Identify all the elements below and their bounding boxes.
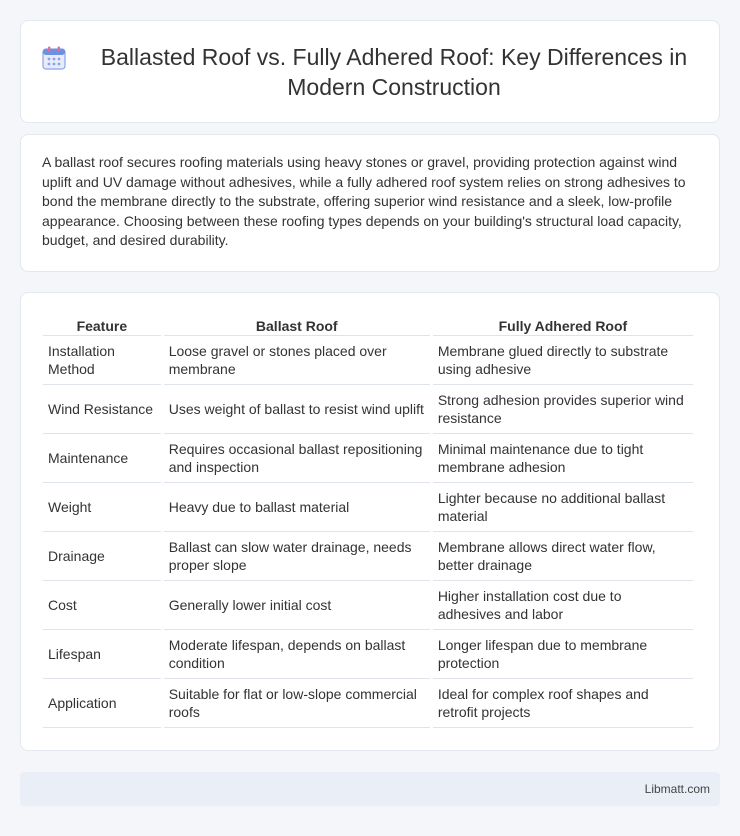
ballast-cell: Loose gravel or stones placed over membrane [164,336,430,385]
ballast-cell: Heavy due to ballast material [164,483,430,532]
table-row [43,679,693,728]
ballast-cell: Moderate lifespan, depends on ballast condition [164,630,430,679]
header-ballast-roof: Ballast Roof [164,314,430,336]
ballast-cell: Uses weight of ballast to resist wind uplift [164,385,430,434]
ballast-cell: Suitable for flat or low-slope commercial roofs [164,679,430,728]
calendar-icon [41,45,67,71]
table-row [43,483,693,532]
table-row [43,434,693,483]
adhered-cell: Ideal for complex roof shapes and retrofit projects [433,679,693,728]
footer-site-link[interactable]: Libmatt.com [644,782,710,796]
feature-cell: Cost [43,581,161,630]
adhered-cell: Higher installation cost due to adhesives and labor [433,581,693,630]
feature-cell: Weight [43,483,161,532]
adhered-cell: Strong adhesion provides superior wind resistance [433,385,693,434]
adhered-cell: Membrane glued directly to substrate using adhesive [433,336,693,385]
page-title: Ballasted Roof vs. Fully Adhered Roof: Key Differences in Modern Construction [100,43,688,100]
adhered-cell: Longer lifespan due to membrane protection [433,630,693,679]
footer-bar [20,772,720,806]
table-row [43,532,693,581]
table-row [43,336,693,385]
header-card [20,20,720,123]
feature-cell: Installation Method [43,336,161,385]
feature-cell: Maintenance [43,434,161,483]
feature-cell: Application [43,679,161,728]
table-row [43,385,693,434]
adhered-cell: Minimal maintenance due to tight membrane adhesion [433,434,693,483]
intro-paragraph: A ballast roof secures roofing materials using heavy stones or gravel, providing protection against wind uplift and UV damage without adhesives, while a fully adhered roof system relies on strong adhesives to bond the membrane directly to the substrate, offering superior wind resistance and a sleek, low-profile appearance. Choosing between these roofing types depends on your building's structural load capacity, budget, and desired durability. [42,154,686,249]
table-row [43,630,693,679]
adhered-cell: Lighter because no additional ballast material [433,483,693,532]
adhered-cell: Membrane allows direct water flow, better drainage [433,532,693,581]
title-wrap [41,42,699,102]
table-row [43,581,693,630]
comparison-table-card [20,292,720,751]
table-header-row [43,314,693,336]
header-fully-adhered-roof: Fully Adhered Roof [433,314,693,336]
header-feature: Feature [43,314,161,336]
feature-cell: Lifespan [43,630,161,679]
ballast-cell: Requires occasional ballast repositioning and inspection [164,434,430,483]
ballast-cell: Ballast can slow water drainage, needs proper slope [164,532,430,581]
comparison-table [40,314,696,728]
feature-cell: Wind Resistance [43,385,161,434]
feature-cell: Drainage [43,532,161,581]
intro-card [20,134,720,272]
ballast-cell: Generally lower initial cost [164,581,430,630]
